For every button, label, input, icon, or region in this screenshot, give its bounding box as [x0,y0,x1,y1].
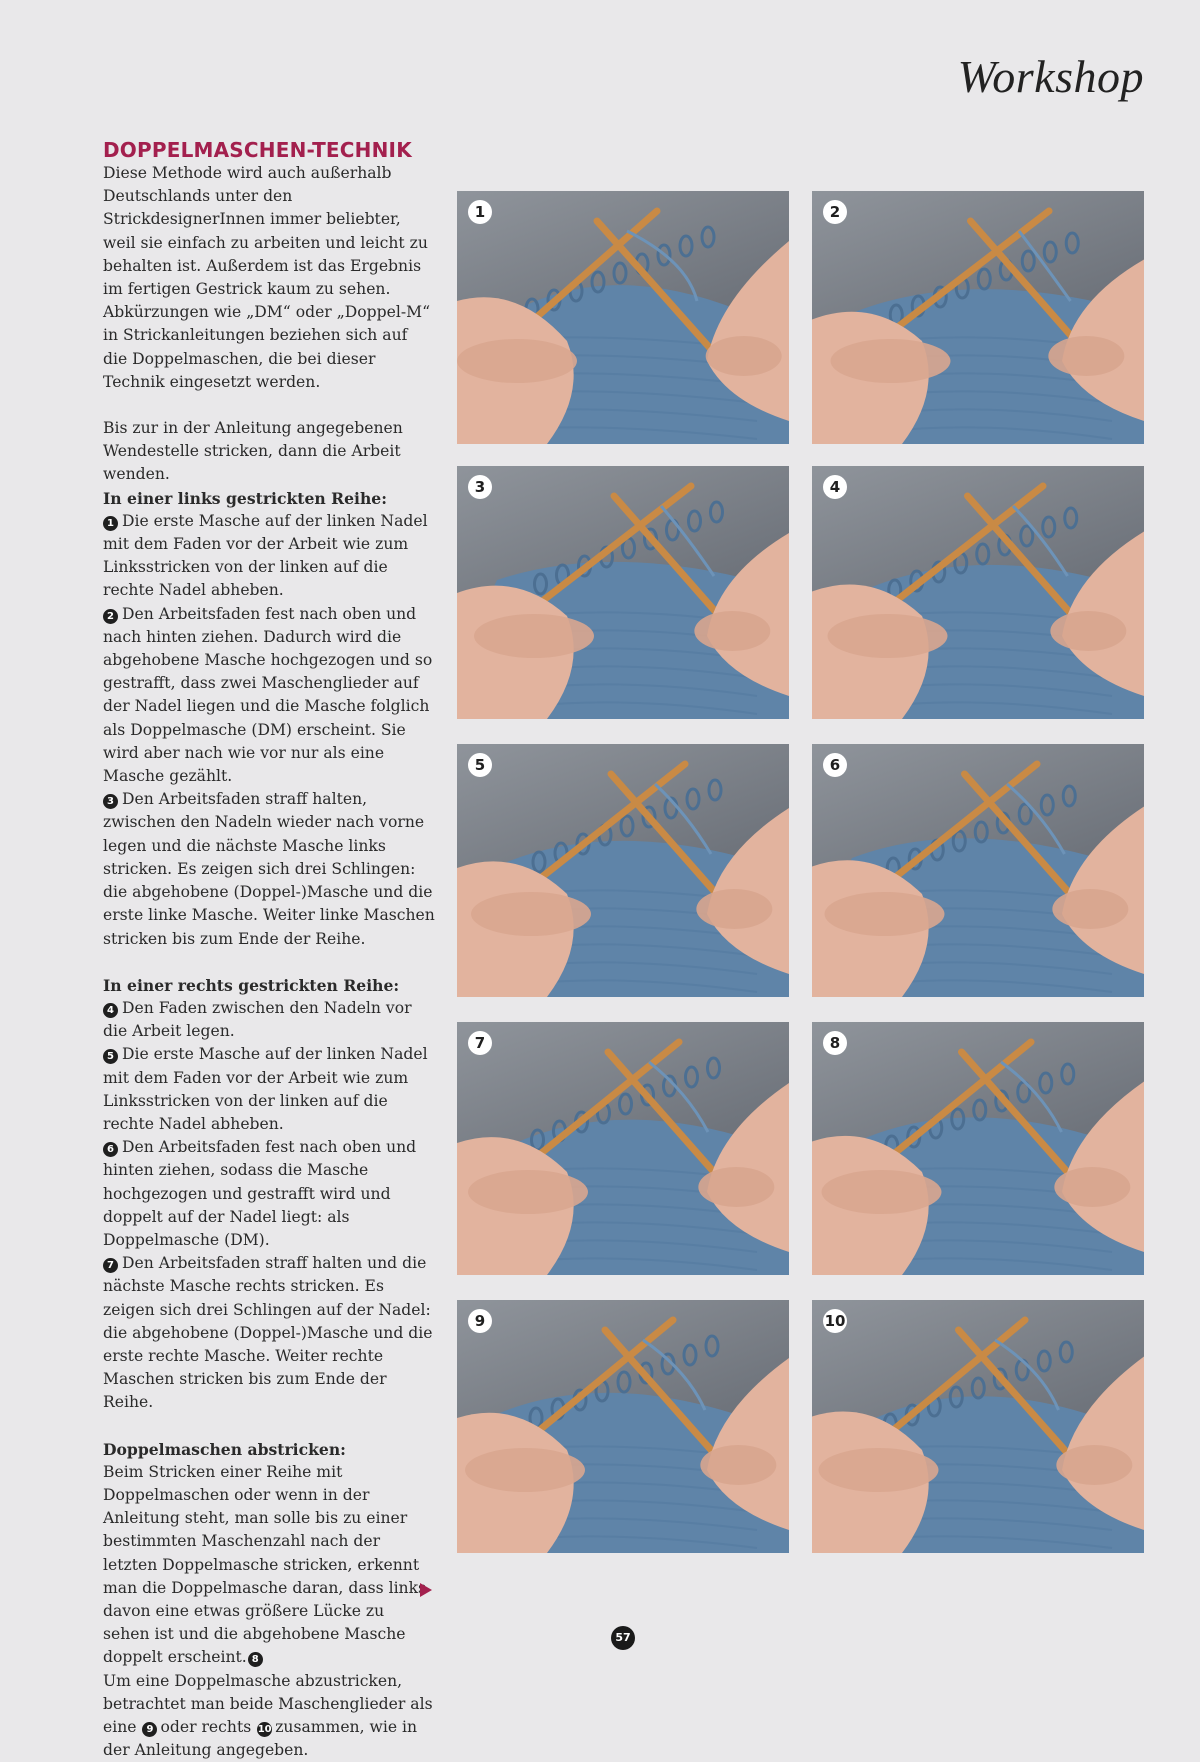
continue-arrow-icon [420,1583,432,1597]
step-7: 7 Den Arbeitsfaden straff halten und die nächste Masche rechts stricken. Es zeigen sich drei Schlingen auf der Nadel: die abgehobene (Doppel-)Masche und die erste rechte Masche. Weiter rechte Maschen stricken bis zum Ende der Reihe. [103,1254,433,1412]
lead-paragraph: Bis zur in der Anleitung angegebenen Wendestelle stricken, dann die Arbeit wenden. [103,419,403,484]
step-photo-4 [812,466,1144,719]
knitting-illustration [457,1300,789,1553]
knitting-illustration [812,1300,1144,1553]
page-number: 57 [611,1626,635,1650]
photo-step-badge: 3 [468,475,492,499]
step-number-icon: 2 [103,609,118,624]
step-6: 6 Den Arbeitsfaden fest nach oben und hinten ziehen, sodass die Masche hochgezogen und gestrafft wird und doppelt auf der Nadel liegt: als Doppelmasche (DM). [103,1138,417,1249]
step-number-icon: 8 [248,1652,263,1667]
step-number-icon: 1 [103,516,118,531]
bind-off-heading: Doppelmaschen abstricken: [103,1439,346,1459]
photo-step-badge: 9 [468,1309,492,1333]
knitting-illustration [457,466,789,719]
photo-step-badge: 7 [468,1031,492,1055]
step-photo-5 [457,744,789,997]
section-title: DOPPELMASCHEN-TECHNIK [103,138,412,162]
step-photo-6 [812,744,1144,997]
step-number-icon: 9 [142,1722,157,1737]
photo-step-badge: 5 [468,753,492,777]
photo-step-badge: 2 [823,200,847,224]
knitting-illustration [812,744,1144,997]
knitting-illustration [457,744,789,997]
step-photo-3 [457,466,789,719]
bind-off-paragraph-1: Beim Stricken einer Reihe mit Doppelmaschen oder wenn in der Anleitung steht, man solle bis zu einer bestimmten Maschenzahl nach der letzten Doppelmasche stricken, erkennt man die Doppelmasche daran, dass links davon eine etwas größere Lücke zu sehen ist und die abgehobene Masche doppelt erscheint. 8 [103,1462,427,1667]
purl-row-heading: In einer links gestrickten Reihe: [103,488,387,508]
knitting-illustration [457,1022,789,1275]
step-number-icon: 3 [103,794,118,809]
intro-paragraph: Diese Methode wird auch außerhalb Deutschlands unter den StrickdesignerInnen immer beliebter, weil sie einfach zu arbeiten und leicht zu behalten ist. Außerdem ist das Ergebnis im fertigen Gestrick kaum zu sehen. Abkürzungen wie „DM“ oder „Doppel-M“ in Strickanleitungen beziehen sich auf die Doppelmaschen, die bei dieser Technik eingesetzt werden. [103,164,431,391]
knitting-illustration [812,1022,1144,1275]
step-photo-1 [457,191,789,444]
knit-row-heading: In einer rechts gestrickten Reihe: [103,975,400,995]
photo-step-badge: 10 [823,1309,847,1333]
knitting-illustration [812,466,1144,719]
photo-step-badge: 1 [468,200,492,224]
step-1: 1 Die erste Masche auf der linken Nadel mit dem Faden vor der Arbeit wie zum Linksstricken von der linken auf die rechte Nadel abheben. [103,511,428,600]
step-photo-9 [457,1300,789,1553]
step-photo-2 [812,191,1144,444]
step-number-icon: 6 [103,1142,118,1157]
knitting-illustration [457,191,789,444]
step-photo-10 [812,1300,1144,1553]
step-2: 2 Den Arbeitsfaden fest nach oben und nach hinten ziehen. Dadurch wird die abgehobene Masche hochgezogen und so gestrafft, dass zwei Maschenglieder auf der Nadel liegen und die Masche folglich als Doppelmasche (DM) erscheint. Sie wird aber nach wie vor nur als eine Masche gezählt. [103,604,433,786]
page-header-title: Workshop [957,51,1144,102]
knitting-illustration [812,191,1144,444]
step-number-icon: 4 [103,1003,118,1018]
step-5: 5 Die erste Masche auf der linken Nadel mit dem Faden vor der Arbeit wie zum Linksstricken von der linken auf die rechte Nadel abheben. [103,1045,428,1133]
step-number-icon: 5 [103,1049,118,1064]
photo-step-badge: 8 [823,1031,847,1055]
step-photo-8 [812,1022,1144,1275]
step-photo-7 [457,1022,789,1275]
step-number-icon: 7 [103,1258,118,1273]
step-number-icon: 10 [257,1724,272,1735]
photo-step-badge: 4 [823,475,847,499]
photo-step-badge: 6 [823,753,847,777]
bind-off-paragraph-2: Um eine Doppelmasche abzustricken, betrachtet man beide Maschenglieder als eine 9 oder rechts 10 zusammen, wie in der Anleitung angegeben. [103,1671,433,1760]
step-4: 4 Den Faden zwischen den Nadeln vor die Arbeit legen. [103,998,412,1041]
instruction-column [103,138,435,1762]
step-3: 3 Den Arbeitsfaden straff halten, zwischen den Nadeln wieder nach vorne legen und die nächste Masche links stricken. Es zeigen sich drei Schlingen: die abgehobene (Doppel-)Masche und die erste linke Masche. Weiter linke Maschen stricken bis zum Ende der Reihe. [103,790,435,948]
